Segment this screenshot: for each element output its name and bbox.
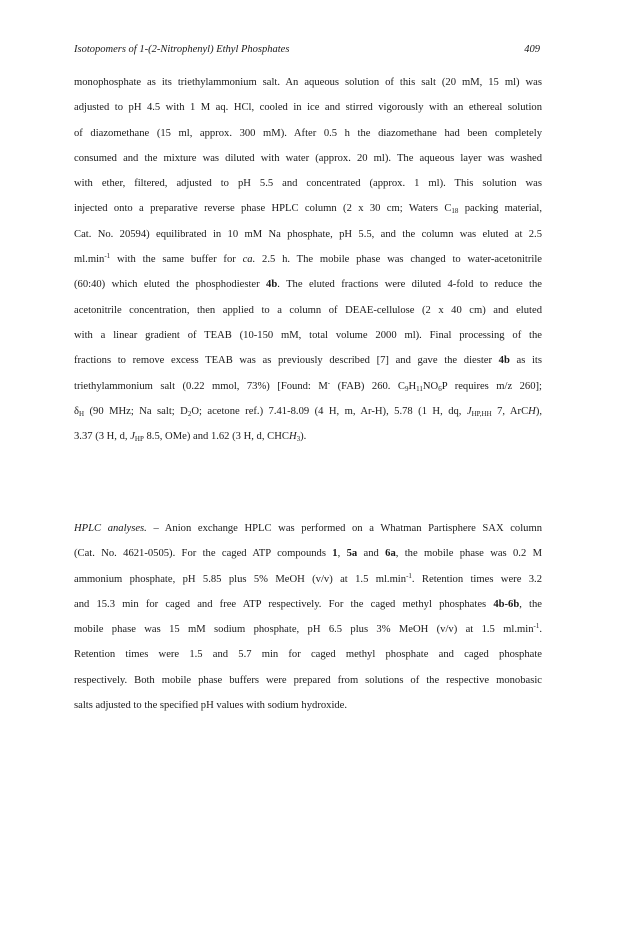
text-line: of diazomethane (15 ml, approx. 300 mM). After 0.5 h the diazomethane had been completely — [74, 127, 542, 139]
text-line: respectively. Both mobile phase buffers were prepared from solutions of the respective monobasic — [74, 674, 542, 686]
text-line: fractions to remove excess TEAB was as previously described [7] and gave the diester 4b as its — [74, 355, 542, 367]
text-line: 3.37 (3 H, d, $J_{HP}$ 8.5, OMe) and 1.62 (3 H, d, $CHCH_3$). — [74, 431, 307, 444]
compound-ref: 4b — [498, 355, 510, 367]
text-line: salts adjusted to the specified pH values with sodium hydroxide. — [74, 700, 348, 712]
text-line: consumed and the mixture was diluted with water (approx. 20 ml). The aqueous layer was washed — [74, 152, 542, 164]
text-line: $\delta_H$ (90 MHz; Na salt; $D_2O$; acetone ref.) 7.41-8.09 (4 H, m, Ar-H), 5.78 (1 H, dq, $J_{HP,HH}$ 7, ArCH), — [74, 405, 542, 418]
text-line: ammonium phosphate, pH 5.85 plus 5% MeOH (v/v) at 1.5 $ml.\min^{-1}$. Retention times were 3.2 — [74, 571, 542, 585]
text-line: with a linear gradient of TEAB (10-150 mM, total volume 2000 ml). Final processing of the — [74, 329, 542, 341]
text-line: (60:40) which eluted the phosphodiester 4b. The eluted fractions were diluted 4-fold to reduce the — [74, 279, 542, 291]
text-line: acetonitrile concentration, then applied to a column of DEAE-cellulose (2 x 40 cm) and eluted — [74, 304, 542, 316]
experimental-paragraph — [74, 70, 542, 449]
text-line: (Cat. No. 4621-0505). For the caged ATP compounds 1, 5a and 6a, the mobile phase was 0.2 M — [74, 548, 542, 560]
text-line: Cat. No. 20594) equilibrated in 10 mM Na phosphate, pH 5.5, and the column was eluted at 2.5 — [74, 228, 542, 240]
running-head-title: Isotopomers of 1-(2-Nitrophenyl) Ethyl Phosphates — [74, 44, 290, 55]
text-line: and 15.3 min for caged and free ATP respectively. For the caged methyl phosphates 4b-6b, the — [74, 598, 542, 610]
text-line: injected onto a preparative reverse phase HPLC column (2 x 30 cm; Waters $C_{18}$ packing material, — [74, 203, 542, 216]
text-line: monophosphate as its triethylammonium salt. An aqueous solution of this salt (20 mM, 15 ml) was — [74, 77, 542, 88]
hplc-analyses-paragraph — [74, 516, 542, 718]
section-heading: HPLC analyses. — [74, 523, 147, 534]
running-head — [74, 44, 540, 60]
text-line: $ml.\min^{-1}$ with the same buffer for ca. 2.5 h. The mobile phase was changed to water-acetonitrile — [74, 252, 542, 266]
text-line: Retention times were 1.5 and 5.7 min for caged methyl phosphate and caged phosphate — [74, 649, 542, 661]
page-number: 409 — [524, 44, 540, 55]
text-line: triethylammonium salt (0.22 mmol, 73%) [Found: M- (FAB) 260. $C_9H_{11}NO_6P$ requires m/z 260]; — [74, 378, 542, 393]
text-line: with ether, filtered, adjusted to pH 5.5 and concentrated (approx. 1 ml). This solution was — [74, 178, 542, 190]
text-line: adjusted to pH 4.5 with 1 M aq. HCl, cooled in ice and stirred vigorously with an ethereal solution — [74, 102, 542, 114]
text-line: mobile phase was 15 mM sodium phosphate, pH 6.5 plus 3% MeOH (v/v) at 1.5 $ml.\min^{-1}$. — [74, 622, 542, 636]
text-line: HPLC analyses. – Anion exchange HPLC was performed on a Whatman Partisphere SAX column — [74, 523, 542, 534]
compound-ref: 4b — [266, 279, 278, 291]
